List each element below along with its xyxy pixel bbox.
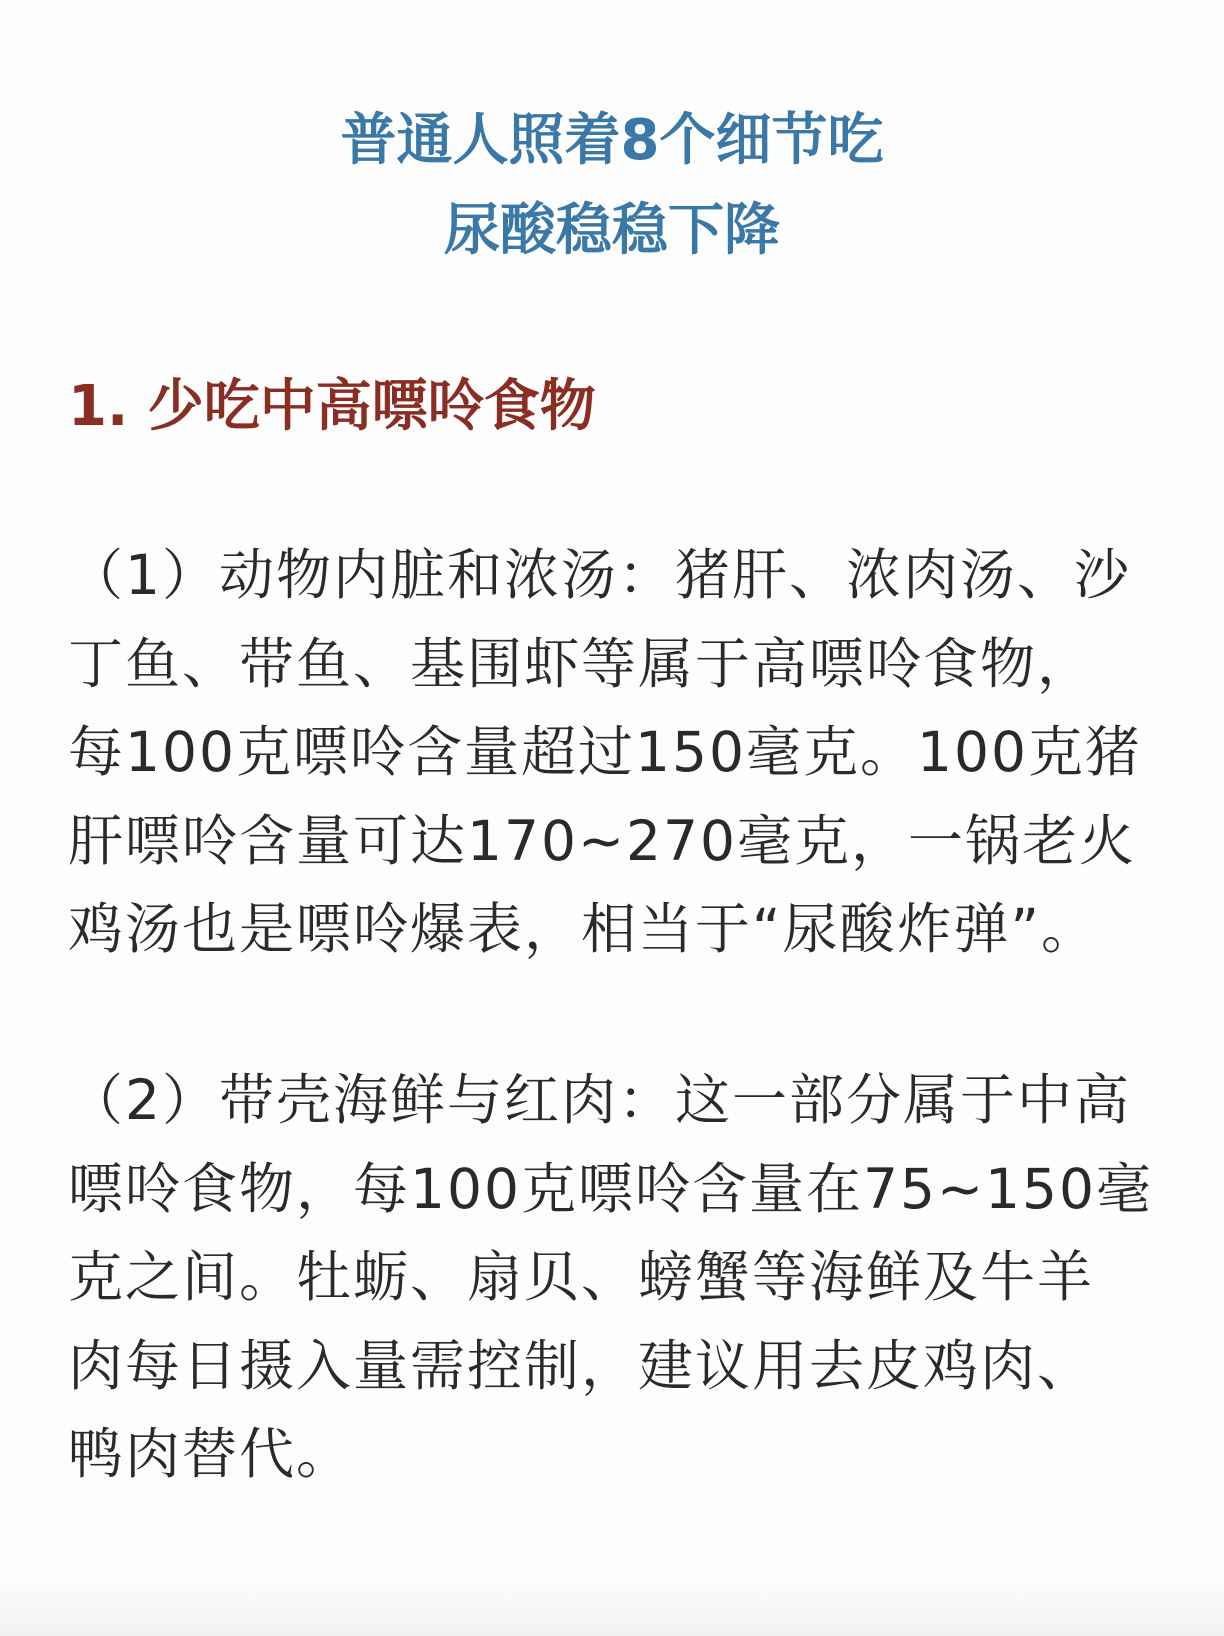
- paragraph-line: （2）带壳海鲜与红肉：这一部分属于中高: [68, 1068, 1131, 1132]
- paragraph-shellfish-red-meat: [68, 1056, 1158, 1499]
- section-heading: 1. 少吃中高嘌呤食物: [68, 374, 596, 439]
- article-title: [0, 96, 1224, 276]
- title-line-1: 普通人照着8个细节吃: [340, 108, 884, 173]
- paragraph-line: 丁鱼、带鱼、基围虾等属于高嘌呤食物，: [68, 631, 1095, 696]
- paragraph-line: （1）动物内脏和浓汤：猪肝、浓肉汤、沙: [68, 543, 1131, 607]
- paragraph-line: 鸭肉替代。: [68, 1422, 354, 1486]
- title-line-2: 尿酸稳稳下降: [444, 198, 780, 263]
- paragraph-line: 每100克嘌呤含量超过150毫克。100克猪: [68, 720, 1142, 784]
- paragraph-line: 克之间。牡蛎、扇贝、螃蟹等海鲜及牛羊: [68, 1245, 1095, 1309]
- paragraph-line: 鸡汤也是嘌呤爆表，相当于“尿酸炸弹”。: [68, 897, 1098, 961]
- bottom-shade: [0, 1576, 1224, 1636]
- paragraph-line: 肉每日摄入量需控制，建议用去皮鸡肉、: [68, 1333, 1095, 1398]
- paragraph-line: 嘌呤食物，每100克嘌呤含量在75~150毫: [68, 1156, 1154, 1221]
- paragraph-line: 肝嘌呤含量可达170~270毫克，一锅老火: [68, 808, 1137, 873]
- paragraph-organ-meats: [68, 531, 1158, 974]
